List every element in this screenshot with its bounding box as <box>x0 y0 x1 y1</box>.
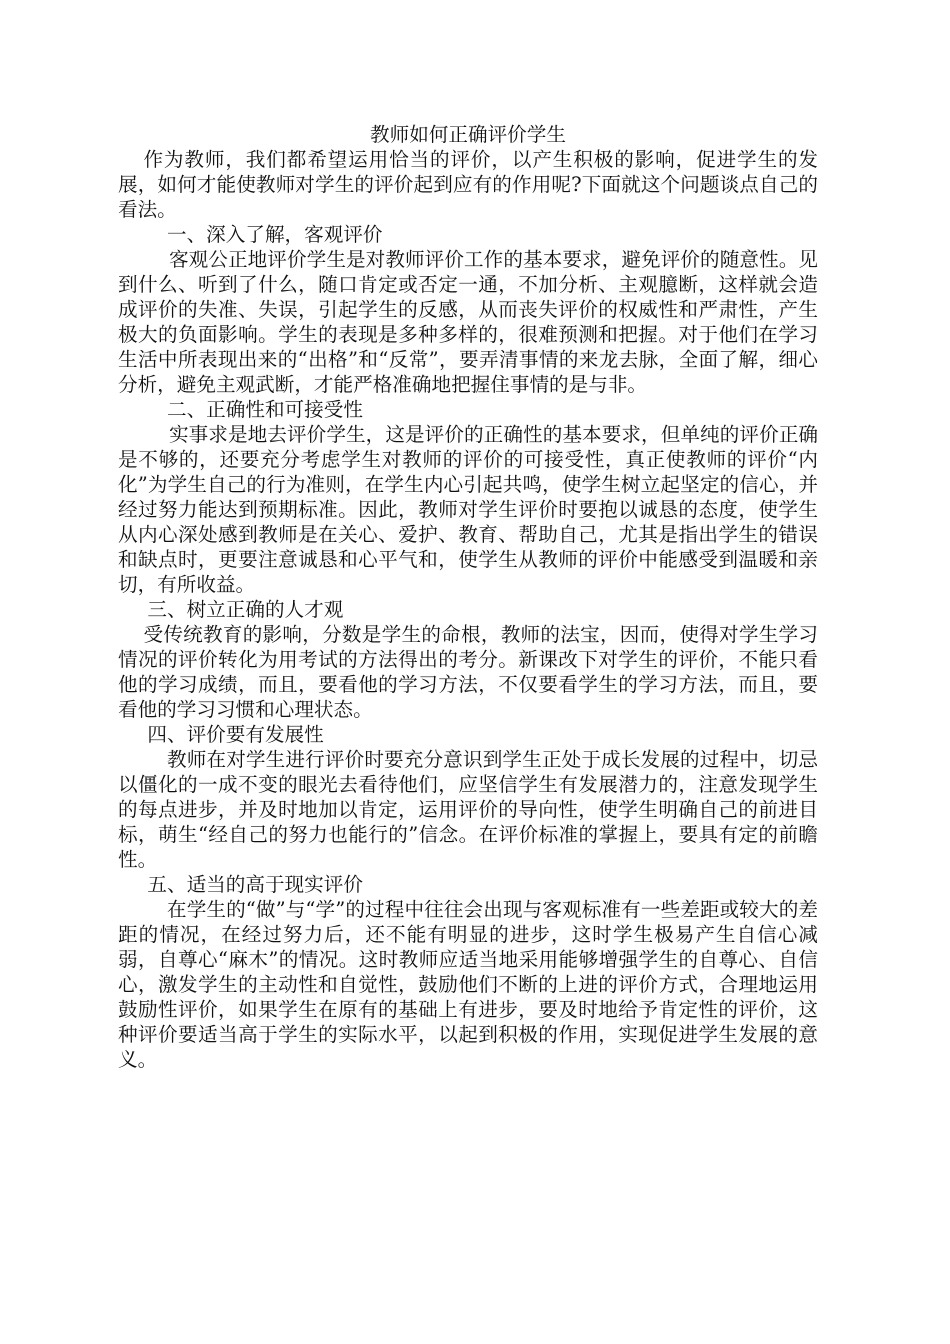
section-2-heading: 二、正确性和可接受性 <box>167 398 363 421</box>
section-4-heading: 四、评价要有发展性 <box>147 723 324 746</box>
section-1-body: 客观公正地评价学生是对教师评价工作的基本要求，避免评价的随意性。见到什么、听到了什么，随口肯定或否定一通，不加分析、主观臆断，这样就会造成评价的失准、失误，引起学生的反感，从而丧失评价的权威性和严肃性，产生极大的负面影响。学生的表现是多种多样的，很难预测和把握。对于他们在学习生活中所表现出来的“出格”和“反常”，要弄清事情的来龙去脉，全面了解，细心分析，避免主观武断，才能严格准确地把握住事情的是与非。 <box>118 248 818 396</box>
intro-paragraph: 作为教师，我们都希望运用恰当的评价，以产生积极的影响，促进学生的发展，如何才能使教师对学生的评价起到应有的作用呢?下面就这个问题谈点自己的看法。 <box>118 148 818 221</box>
section-5-body: 在学生的“做”与“学”的过程中往往会出现与客观标准有一些差距或较大的差距的情况，在经过努力后，还不能有明显的进步，这时学生极易产生自信心减弱，自尊心“麻木”的情况。这时教师应适当地采用能够增强学生的自尊心、自信心，激发学生的主动性和自觉性，鼓励他们不断的上进的评价方式，合理地运用鼓励性评价，如果学生在原有的基础上有进步，要及时地给予肯定性的评价，这种评价要适当高于学生的实际水平，以起到积极的作用，实现促进学生发展的意义。 <box>118 898 818 1071</box>
section-4-body: 教师在对学生进行评价时要充分意识到学生正处于成长发展的过程中，切忌以僵化的一成不变的眼光去看待他们，应坚信学生有发展潜力的，注意发现学生的每点进步，并及时地加以肯定，运用评价的导向性，使学生明确自己的前进目标，萌生“经自己的努力也能行的”信念。在评价标准的掌握上，要具有定的前瞻性。 <box>118 748 818 871</box>
document-page <box>118 122 818 1072</box>
section-3-body: 受传统教育的影响，分数是学生的命根，教师的法宝，因而，使得对学生学习情况的评价转化为用考试的方法得出的考分。新课改下对学生的评价，不能只看他的学习成绩，而且，要看他的学习方法，不仅要看学生的学习方法，而且，要看他的学习习惯和心理状态。 <box>118 623 818 721</box>
section-3-heading: 三、树立正确的人才观 <box>147 598 344 621</box>
document-title: 教师如何正确评价学生 <box>370 123 566 146</box>
section-1-heading: 一、深入了解，客观评价 <box>167 223 383 246</box>
section-5-heading: 五、适当的高于现实评价 <box>147 873 363 896</box>
section-2-body: 实事求是地去评价学生，这是评价的正确性的基本要求，但单纯的评价正确是不够的，还要充分考虑学生对教师的评价的可接受性，真正使教师的评价“内化”为学生自己的行为准则，在学生内心引起共鸣，使学生树立起坚定的信心，并经过努力能达到预期标准。因此，教师对学生评价时要抱以诚恳的态度，使学生从内心深处感到教师是在关心、爱护、教育、帮助自己，尤其是指出学生的错误和缺点时，更要注意诚恳和心平气和，使学生从教师的评价中能感受到温暖和亲切，有所收益。 <box>118 423 818 596</box>
